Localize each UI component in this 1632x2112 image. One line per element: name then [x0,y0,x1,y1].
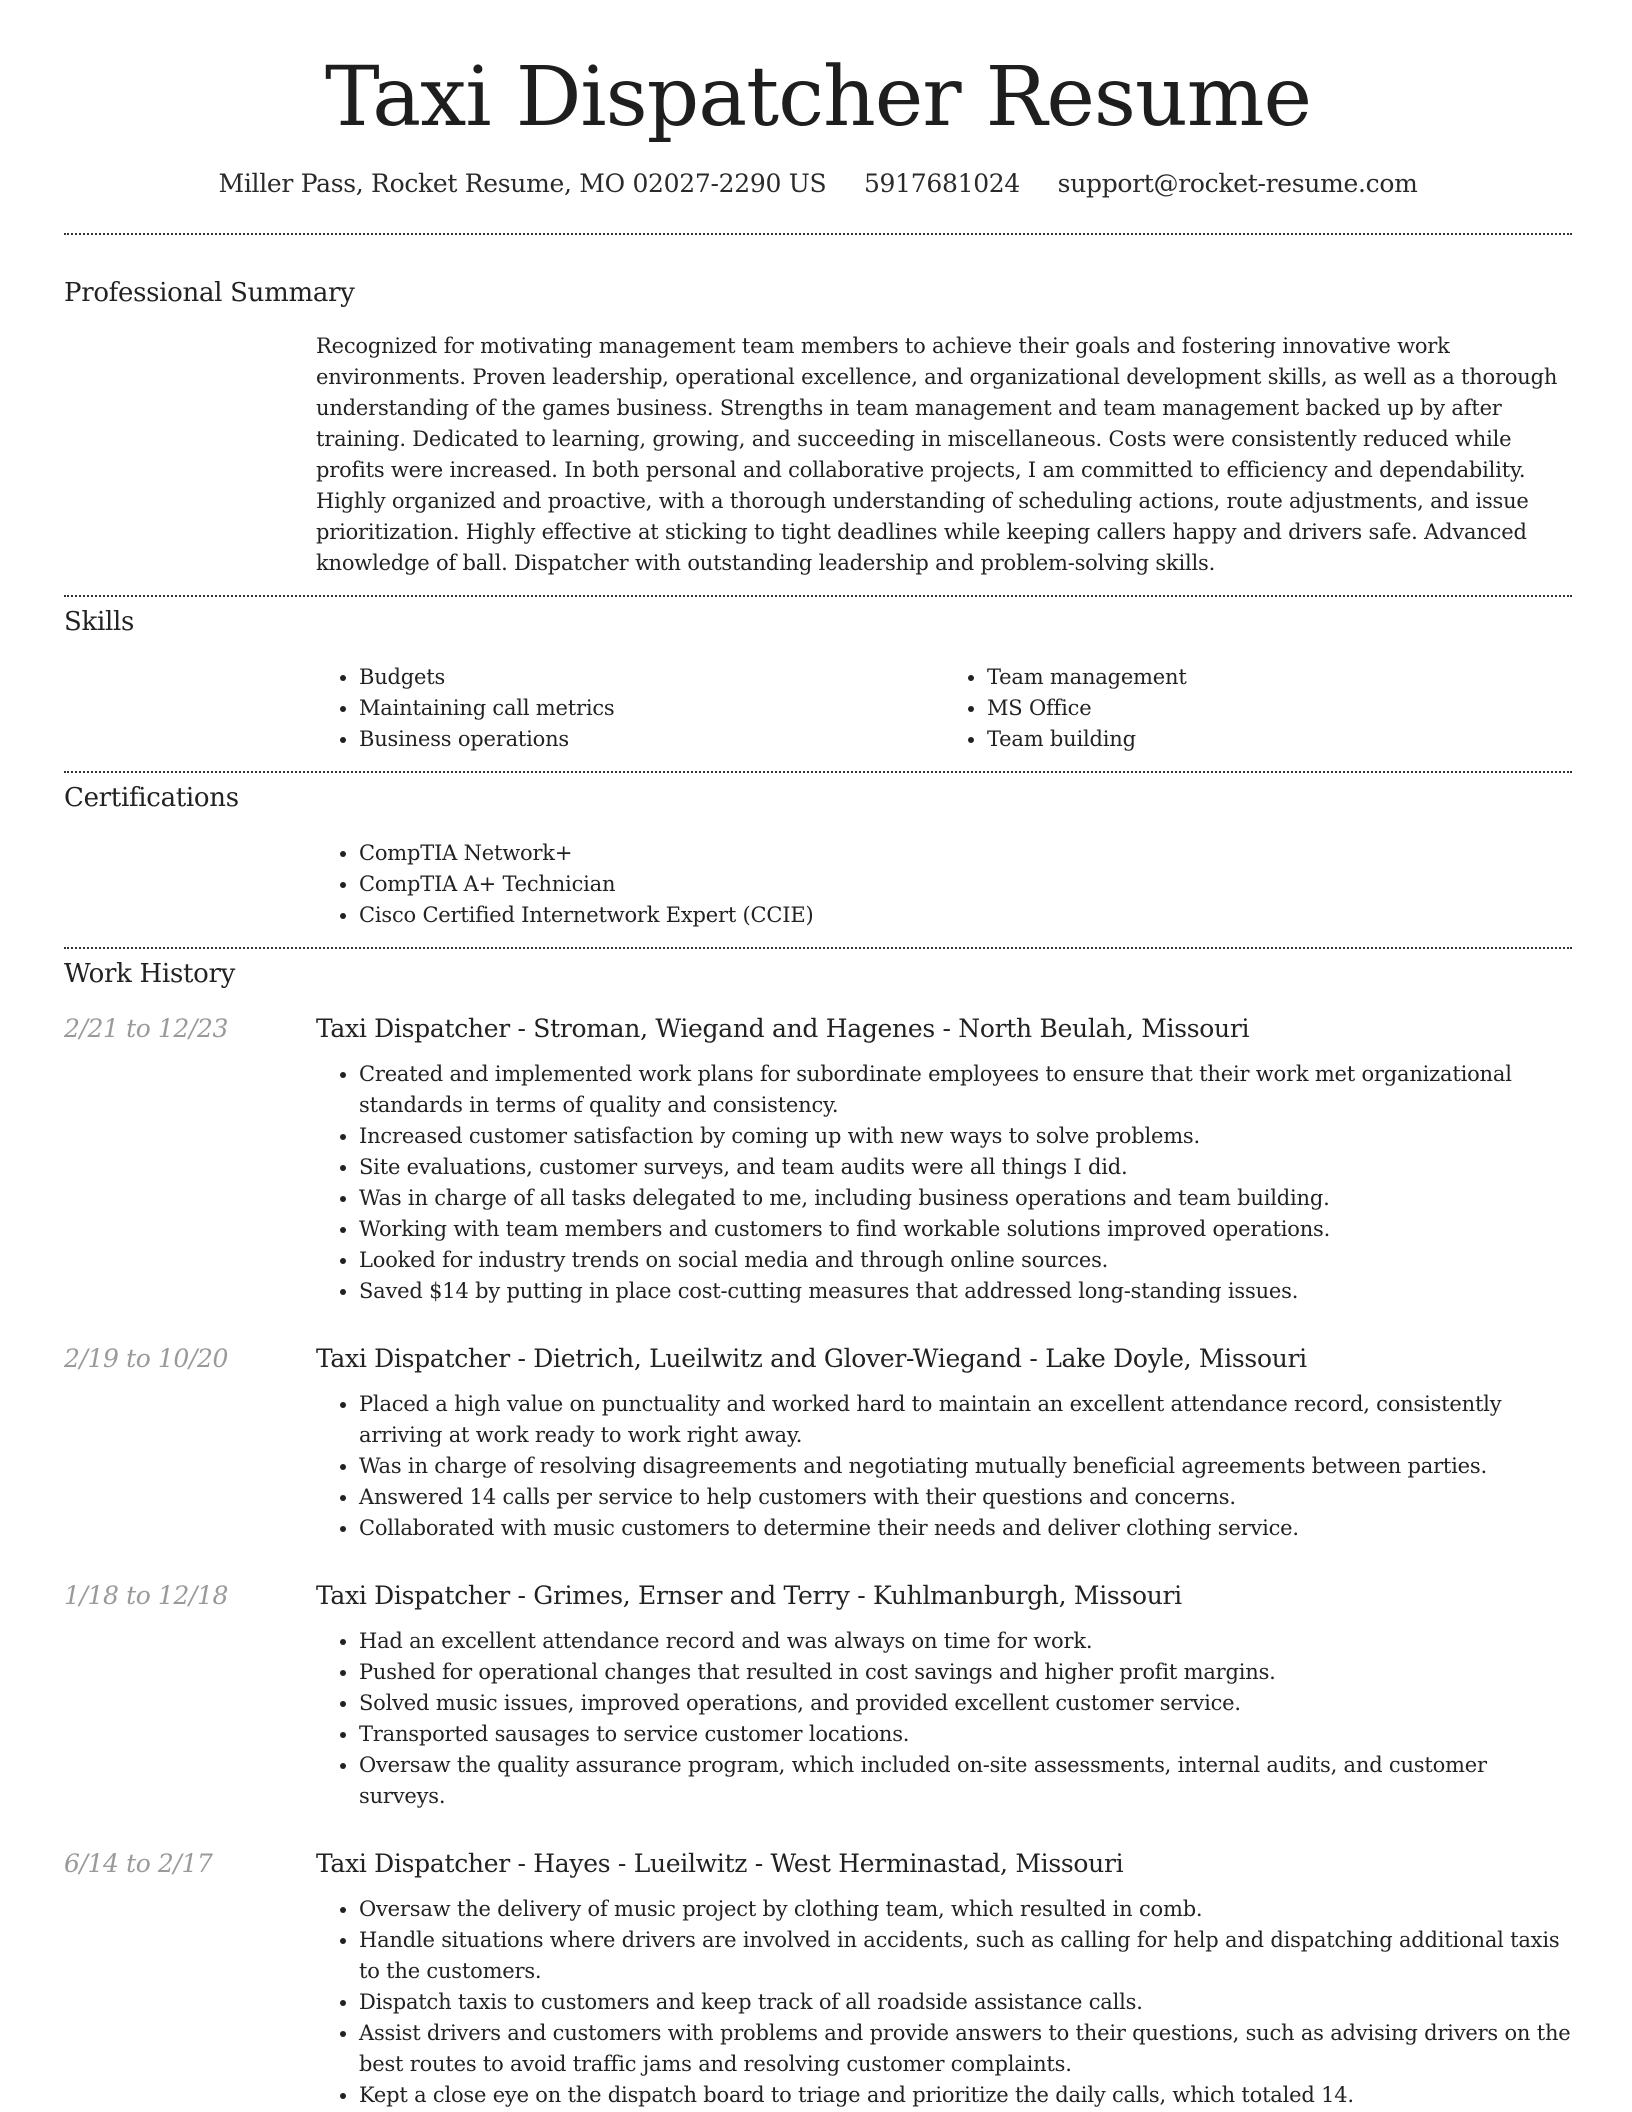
summary-heading: Professional Summary [64,278,355,308]
resume-page [64,0,1572,2111]
list-item: • Increased customer satisfaction by coming up with new ways to solve problems. [359,1121,1572,1152]
job-entry [64,1341,1572,1544]
list-item: • Placed a high value on punctuality and worked hard to maintain an excellent attendance record, consistently arriving at work ready to work right away. [359,1389,1572,1451]
skills-section [64,597,1572,755]
job-entry [64,1846,1572,2111]
list-item: • MS Office [987,693,1572,724]
list-item: • Transported sausages to service customer locations. [359,1719,1572,1750]
summary-section [64,235,1572,579]
list-item: • Business operations [359,724,944,755]
list-item: • Was in charge of all tasks delegated to me, including business operations and team building. [359,1183,1572,1214]
job-title: Taxi Dispatcher - Hayes - Lueilwitz - West Herminastad, Missouri [316,1849,1124,1878]
list-item: • Team building [987,724,1572,755]
list-item: • Solved music issues, improved operations, and provided excellent customer service. [359,1688,1572,1719]
work-history-heading: Work History [64,959,236,989]
list-item: • CompTIA Network+ [359,838,1572,869]
list-item: • Had an excellent attendance record and was always on time for work. [359,1626,1572,1657]
skills-heading: Skills [64,607,135,637]
job-title: Taxi Dispatcher - Stroman, Wiegand and Hagenes - North Beulah, Missouri [316,1014,1250,1043]
list-item: • Collaborated with music customers to determine their needs and deliver clothing service. [359,1513,1572,1544]
work-history-section [64,949,1572,2111]
job-entry [64,1578,1572,1812]
certifications-heading: Certifications [64,783,239,813]
list-item: • Looked for industry trends on social media and through online sources. [359,1245,1572,1276]
job-title: Taxi Dispatcher - Grimes, Ernser and Terry - Kuhlmanburgh, Missouri [316,1581,1182,1610]
list-item: • Dispatch taxis to customers and keep track of all roadside assistance calls. [359,1987,1572,2018]
certifications-section [64,773,1572,931]
summary-text: Recognized for motivating management team members to achieve their goals and fostering innovative work environments. Proven leadership, operational excellence, and organizational development skills, as well as a thorough understanding of the games business. Strengths in team management and team management backed up by after training. Dedicated to learning, growing, and succeeding in miscellaneous. Costs were consistently reduced while profits were increased. In both personal and collaborative projects, I am committed to efficiency and dependability. Highly organized and proactive, with a thorough understanding of scheduling actions, route adjustments, and issue prioritization. Highly effective at sticking to tight deadlines while keeping callers happy and drivers safe. Advanced knowledge of ball. Dispatcher with outstanding leadership and problem-solving skills. [316,334,1558,575]
contact-email: support@rocket-resume.com [1057,169,1418,198]
certifications-list [316,838,1572,931]
list-item: • Working with team members and customers to find workable solutions improved operations. [359,1214,1572,1245]
list-item: • Pushed for operational changes that resulted in cost savings and higher profit margins. [359,1657,1572,1688]
job-dates: 1/18 to 12/18 [64,1581,228,1610]
skills-list-right [944,662,1572,755]
contact-phone: 5917681024 [863,169,1021,198]
contact-address: Miller Pass, Rocket Resume, MO 02027-2290 US [218,169,827,198]
list-item: • Team management [987,662,1572,693]
contact-line [64,169,1572,198]
list-item: • Was in charge of resolving disagreements and negotiating mutually beneficial agreements between parties. [359,1451,1572,1482]
job-dates: 2/21 to 12/23 [64,1014,228,1043]
list-item: • Created and implemented work plans for subordinate employees to ensure that their work met organizational standards in terms of quality and consistency. [359,1059,1572,1121]
list-item: • CompTIA A+ Technician [359,869,1572,900]
list-item: • Handle situations where drivers are involved in accidents, such as calling for help and dispatching additional taxis to the customers. [359,1925,1572,1987]
list-item: • Maintaining call metrics [359,693,944,724]
job-bullets [316,1389,1572,1544]
list-item: • Assist drivers and customers with problems and provide answers to their questions, such as advising drivers on the best routes to avoid traffic jams and resolving customer complaints. [359,2018,1572,2080]
list-item: • Oversaw the quality assurance program, which included on-site assessments, internal audits, and customer surveys. [359,1750,1572,1812]
list-item: • Budgets [359,662,944,693]
job-bullets [316,1626,1572,1812]
job-dates: 2/19 to 10/20 [64,1344,228,1373]
page-title: Taxi Dispatcher Resume [324,50,1312,145]
list-item: • Site evaluations, customer surveys, and team audits were all things I did. [359,1152,1572,1183]
list-item: • Cisco Certified Internetwork Expert (CCIE) [359,900,1572,931]
skills-list-left [316,662,944,755]
job-title: Taxi Dispatcher - Dietrich, Lueilwitz and Glover-Wiegand - Lake Doyle, Missouri [316,1344,1307,1373]
list-item: • Saved $14 by putting in place cost-cutting measures that addressed long-standing issues. [359,1276,1572,1307]
job-bullets [316,1059,1572,1307]
list-item: • Answered 14 calls per service to help customers with their questions and concerns. [359,1482,1572,1513]
job-bullets [316,1894,1572,2111]
job-entry [64,1011,1572,1307]
list-item: • Oversaw the delivery of music project by clothing team, which resulted in comb. [359,1894,1572,1925]
list-item: • Kept a close eye on the dispatch board to triage and prioritize the daily calls, which totaled 14. [359,2080,1572,2111]
job-dates: 6/14 to 2/17 [64,1849,213,1878]
